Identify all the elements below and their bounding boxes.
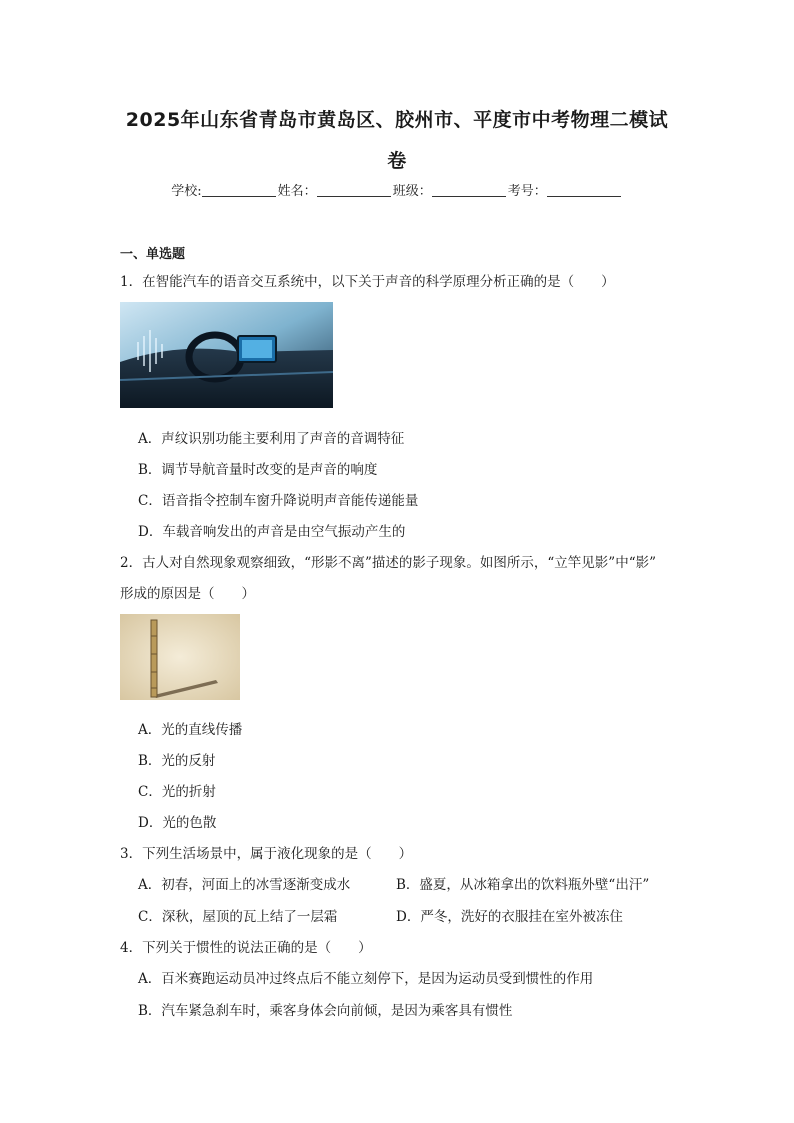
question-2-option-b: B．光的反射: [138, 753, 216, 769]
question-3-option-b: B．盛夏，从冰箱拿出的饮料瓶外壁“出汗”: [396, 877, 650, 893]
car-dashboard-image: [120, 302, 333, 408]
question-3-option-c: C．深秋，屋顶的瓦上结了一层霜: [138, 909, 338, 925]
exam-title-continued: 卷: [387, 150, 407, 172]
exam-number-blank: [547, 184, 621, 197]
name-blank: [317, 184, 391, 197]
section-heading: 一、单选题: [120, 247, 186, 262]
question-3-option-d: D．严冬，洗好的衣服挂在室外被冻住: [396, 909, 623, 925]
question-3-option-a: A．初春，河面上的冰雪逐渐变成水: [138, 877, 351, 893]
name-label: 姓名：: [277, 184, 317, 199]
class-blank: [432, 184, 506, 197]
question-1-stem: 1．在智能汽车的语音交互系统中，以下关于声音的科学原理分析正确的是（ ）: [120, 274, 615, 290]
question-2-option-d: D．光的色散: [138, 815, 217, 831]
question-1-option-b: B．调节导航音量时改变的是声音的响度: [138, 462, 378, 478]
school-blank: [202, 184, 276, 197]
pole-shadow-image: [120, 614, 240, 700]
question-1-option-a: A．声纹识别功能主要利用了声音的音调特征: [138, 431, 405, 447]
question-4-stem: 4．下列关于惯性的说法正确的是（ ）: [120, 940, 372, 956]
question-2-option-a: A．光的直线传播: [138, 722, 243, 738]
student-info-line: [0, 180, 794, 199]
exam-title: 2025年山东省青岛市黄岛区、胶州市、平度市中考物理二模试: [125, 109, 669, 131]
question-1-option-c: C．语音指令控制车窗升降说明声音能传递能量: [138, 493, 419, 509]
question-2-stem-line2: 形成的原因是（ ）: [120, 586, 255, 602]
question-4-option-a: A．百米赛跑运动员冲过终点后不能立刻停下，是因为运动员受到惯性的作用: [138, 971, 594, 987]
question-2-stem-line1: 2．古人对自然现象观察细致，“形影不离”描述的影子现象。如图所示，“立竿见影”中“影”: [120, 555, 656, 571]
class-label: 班级：: [392, 184, 432, 199]
question-2-option-c: C．光的折射: [138, 784, 216, 800]
school-label: 学校:: [171, 184, 202, 199]
question-1-option-d: D．车载音响发出的声音是由空气振动产生的: [138, 524, 406, 540]
question-3-stem: 3．下列生活场景中，属于液化现象的是（ ）: [120, 846, 413, 862]
exam-number-label: 考号：: [507, 184, 547, 199]
question-4-option-b: B．汽车紧急刹车时，乘客身体会向前倾，是因为乘客具有惯性: [138, 1003, 513, 1019]
